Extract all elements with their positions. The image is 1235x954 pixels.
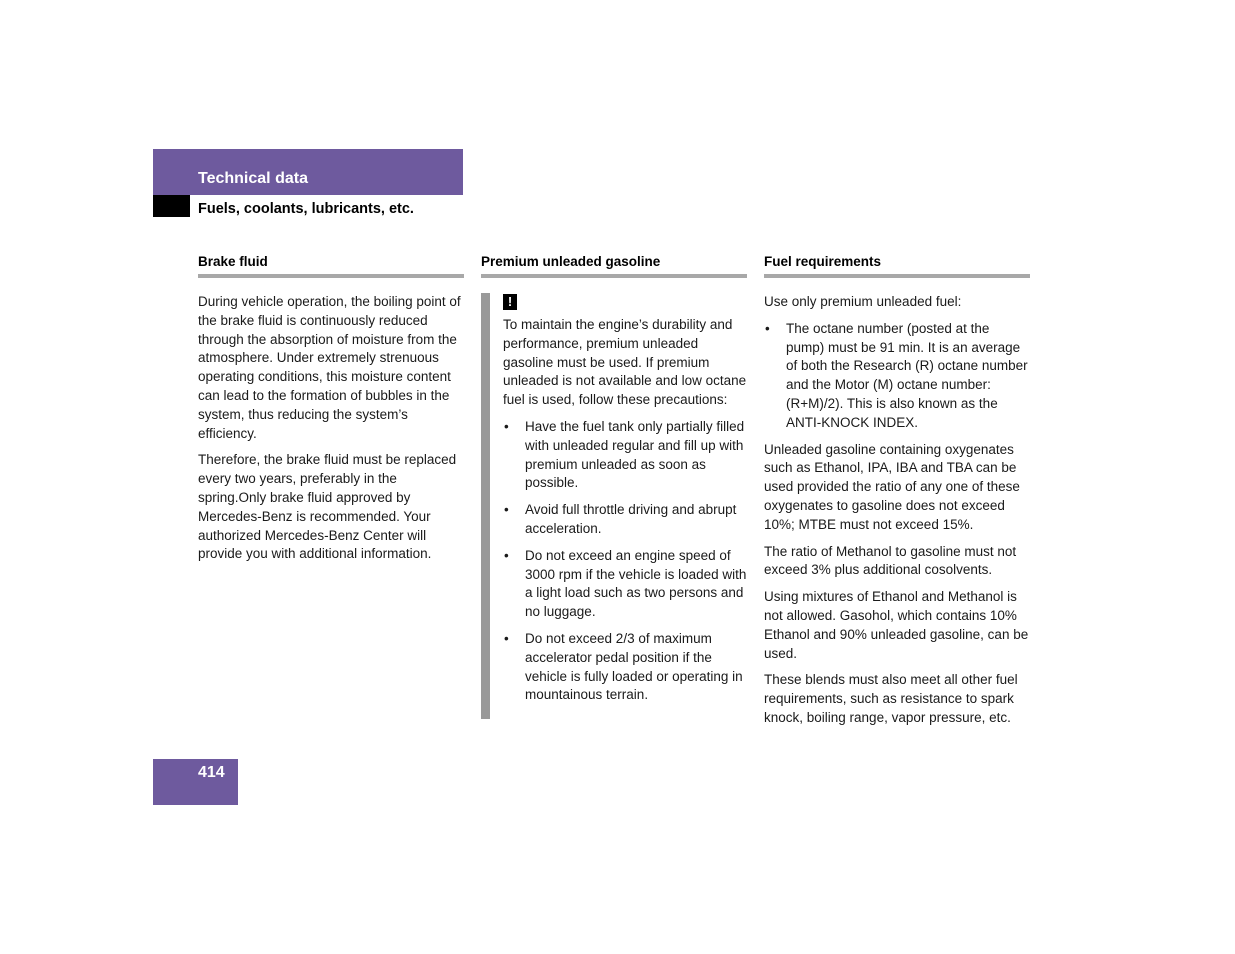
fuel-requirements-column bbox=[764, 254, 1030, 736]
brake-fluid-paragraph: During vehicle operation, the boiling point of the brake fluid is continuously reduced through the absorption of moisture from the atmosphere. Under extremely strenuous operating conditions, this moisture content can lead to the formation of bubbles in the system, thus reducing the system’s efficiency. bbox=[198, 294, 461, 441]
warning-intro: To maintain the engine’s durability and performance, premium unleaded gasoline must be used. If premium unleaded is not available and low octane fuel is used, follow these precautions: bbox=[503, 317, 747, 408]
subsection-marker bbox=[153, 195, 190, 217]
page-number: 414 bbox=[198, 764, 225, 781]
brake-fluid-paragraph: Therefore, the brake fluid must be replaced every two years, preferably in the spring.Only brake fluid approved by Mercedes-Benz is recommended. Your authorized Mercedes-Benz Center will provide you with additional information. bbox=[198, 452, 457, 562]
premium-gasoline-column bbox=[481, 254, 747, 713]
list-item-text: Have the fuel tank only partially filled with unleaded regular and fill up with premium unleaded as soon as possible. bbox=[525, 418, 745, 491]
list-item-text: Do not exceed an engine speed of 3000 rpm if the vehicle is loaded with a light load such as two persons and no luggage. bbox=[525, 547, 747, 620]
fuel-requirements-paragraph: Using mixtures of Ethanol and Methanol is not allowed. Gasohol, which contains 10% Ethanol and 90% unleaded gasoline, can be used. bbox=[764, 589, 1029, 661]
list-item bbox=[764, 320, 1030, 433]
fuel-requirements-body bbox=[764, 293, 1030, 728]
list-item-text: Avoid full throttle driving and abrupt acceleration. bbox=[525, 502, 737, 536]
list-item-text: Do not exceed 2/3 of maximum accelerator pedal position if the vehicle is fully loaded or operating in mountainous terrain. bbox=[525, 630, 743, 703]
bullet-icon: • bbox=[504, 630, 509, 646]
list-item bbox=[503, 547, 747, 622]
section-title: Technical data bbox=[198, 170, 308, 187]
list-item bbox=[503, 418, 747, 493]
bullet-icon: • bbox=[504, 502, 509, 518]
bullet-icon: • bbox=[504, 547, 509, 563]
bullet-icon: • bbox=[765, 320, 770, 336]
warning-bar bbox=[481, 293, 490, 719]
premium-gasoline-body bbox=[481, 293, 747, 705]
precautions-list bbox=[503, 418, 747, 705]
fuel-requirements-intro: Use only premium unleaded fuel: bbox=[764, 294, 962, 309]
fuel-requirements-paragraph: The ratio of Methanol to gasoline must not exceed 3% plus additional cosolvents. bbox=[764, 543, 1017, 578]
page-number-box bbox=[153, 759, 238, 805]
list-item bbox=[503, 501, 747, 539]
brake-fluid-column bbox=[198, 254, 464, 572]
warning-icon: ! bbox=[503, 294, 517, 310]
brake-fluid-heading: Brake fluid bbox=[198, 254, 464, 278]
fuel-requirements-paragraph: These blends must also meet all other fuel requirements, such as resistance to spark knock, boiling range, vapor pressure, etc. bbox=[764, 672, 1018, 725]
bullet-icon: • bbox=[504, 418, 509, 434]
list-item bbox=[503, 630, 747, 705]
brake-fluid-body bbox=[198, 293, 464, 564]
fuel-requirements-heading: Fuel requirements bbox=[764, 254, 1030, 278]
list-item-text: The octane number (posted at the pump) must be 91 min. It is an average of both the Research (R) octane number and the Motor (M) octane number: (R+M)/2). This is also known as the ANTI-KNOCK INDEX. bbox=[786, 320, 1028, 430]
premium-gasoline-heading: Premium unleaded gasoline bbox=[481, 254, 747, 278]
warning-box bbox=[481, 293, 747, 705]
subsection-title: Fuels, coolants, lubricants, etc. bbox=[198, 201, 414, 217]
fuel-requirements-paragraph: Unleaded gasoline containing oxygenates such as Ethanol, IPA, IBA and TBA can be used provided the ratio of any one of these oxygenates to gasoline does not exceed 10%; MTBE must not exceed 15%. bbox=[764, 441, 1020, 532]
fuel-requirements-list bbox=[764, 320, 1030, 433]
